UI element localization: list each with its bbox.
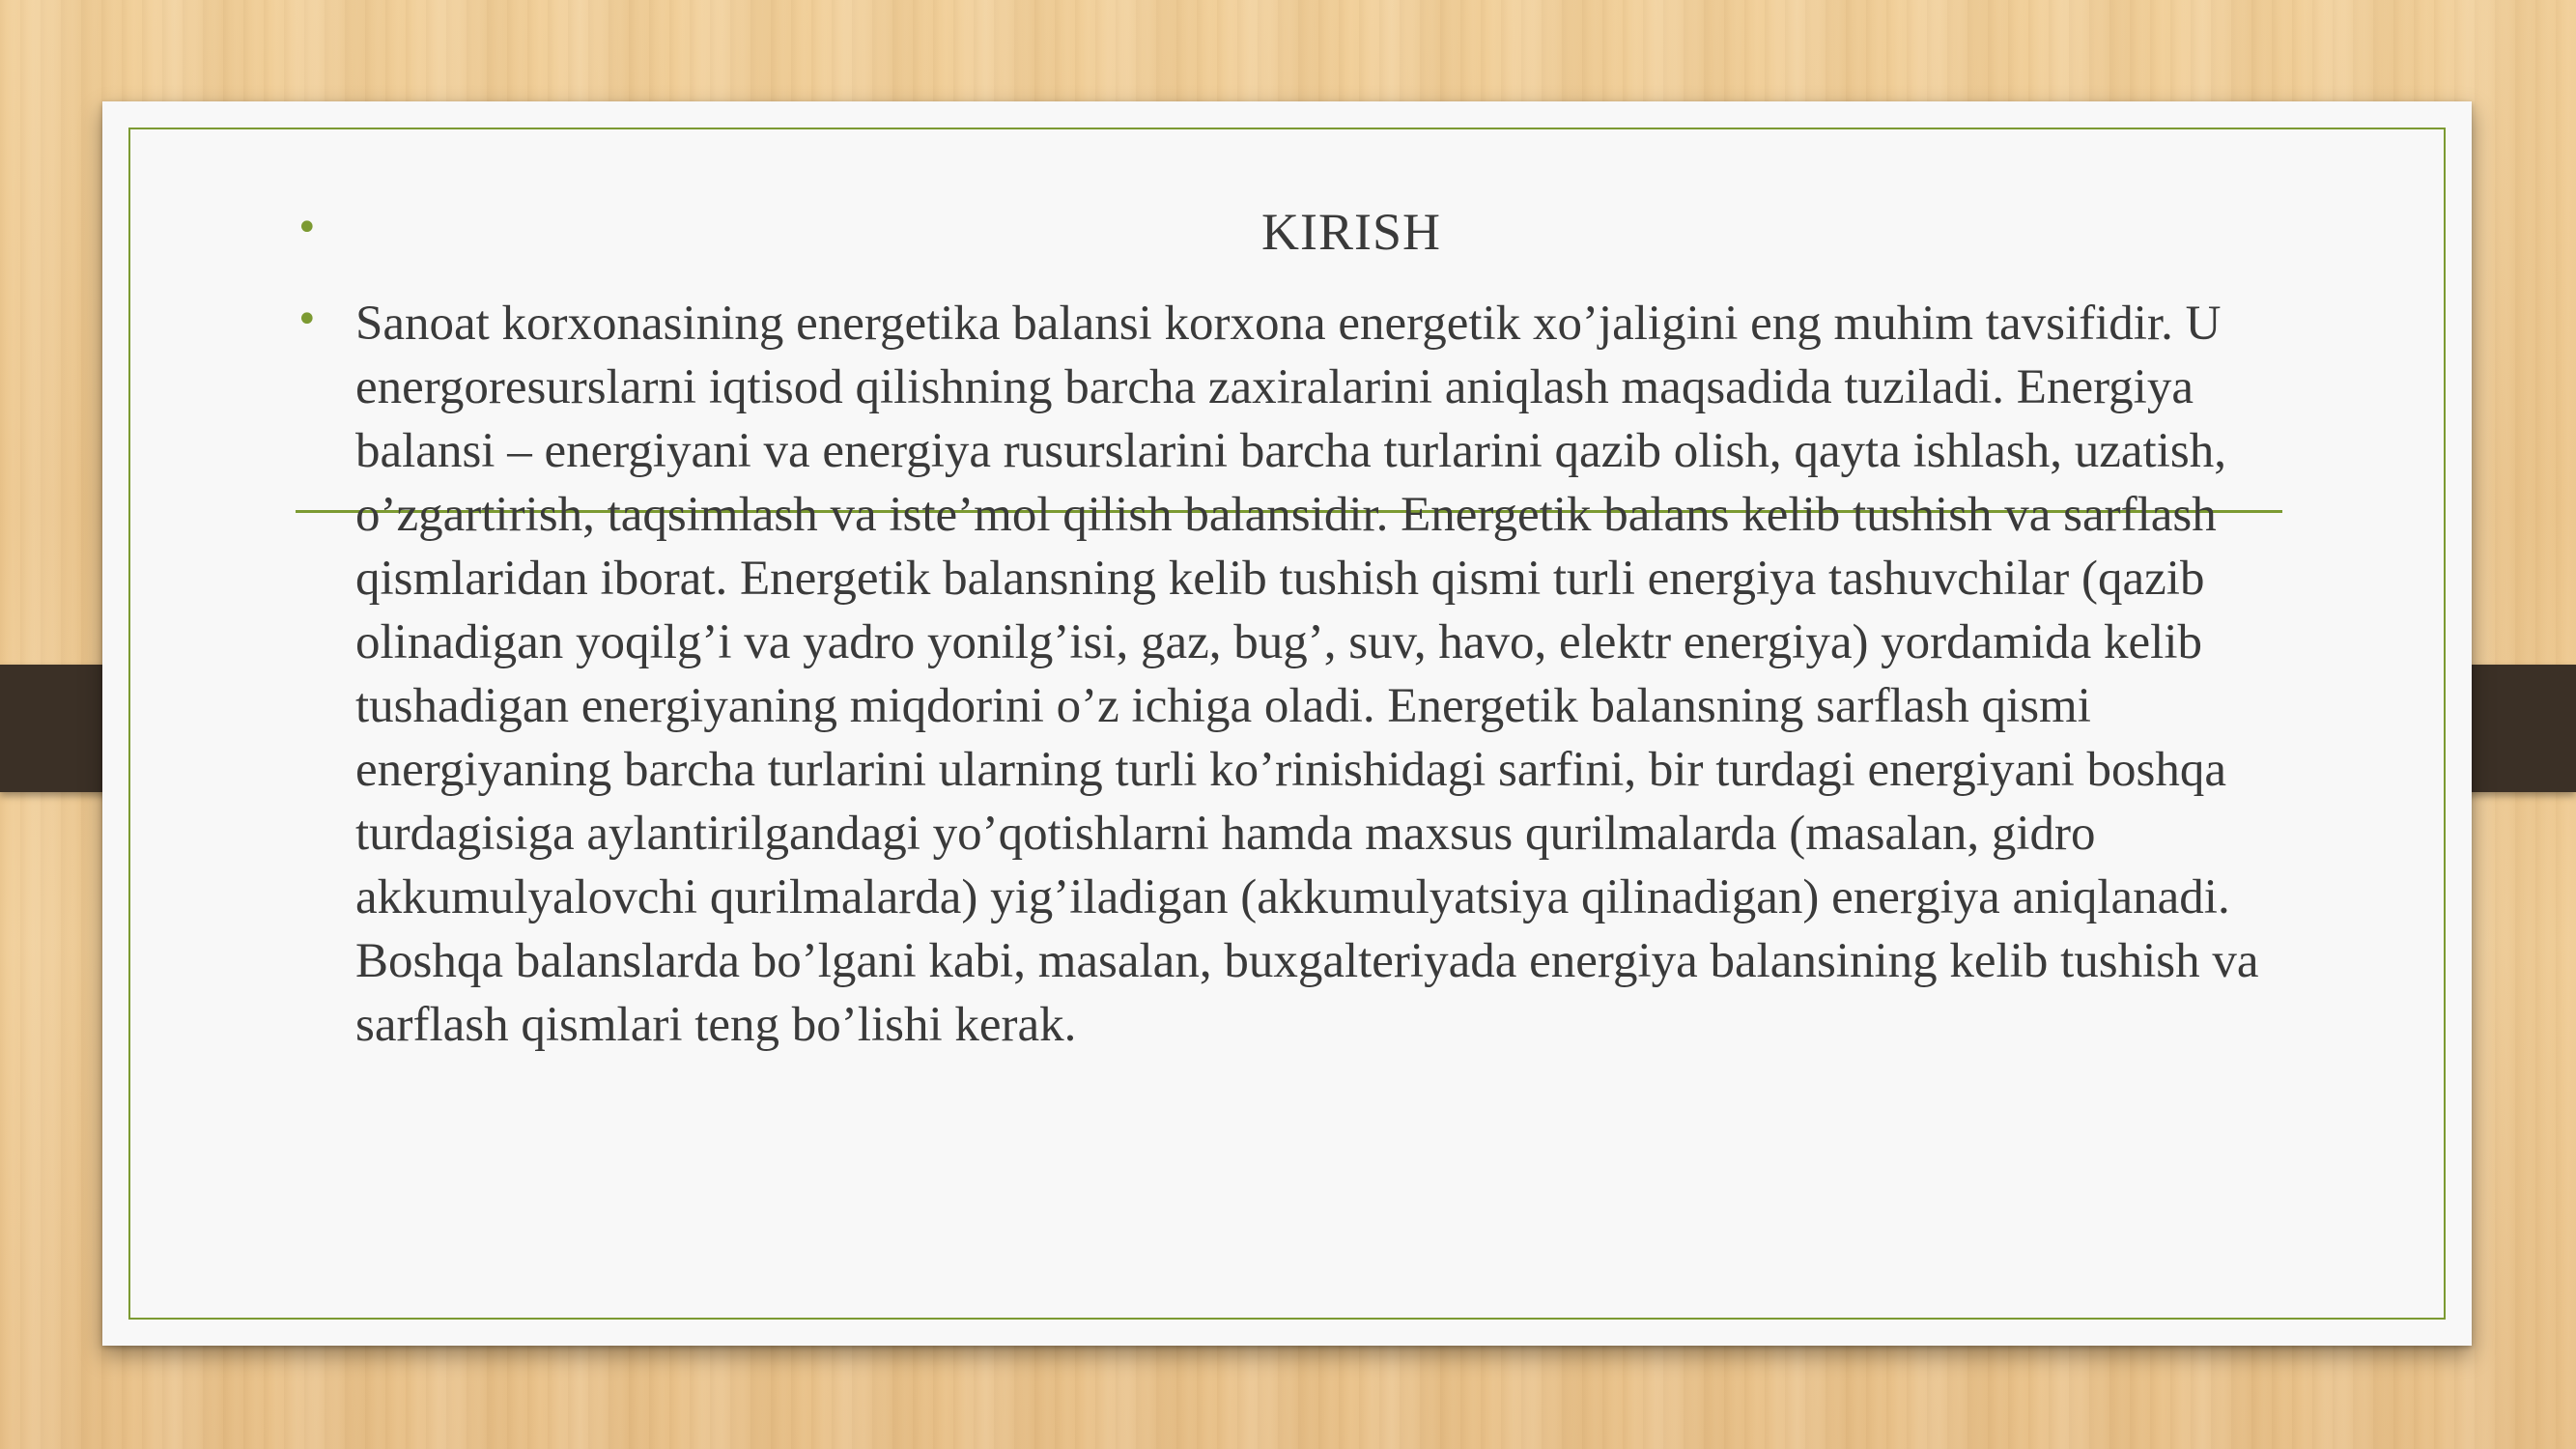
slide-title: KIRISH xyxy=(1261,203,1442,261)
bullet-icon: • xyxy=(296,206,319,250)
slide-panel xyxy=(102,101,2472,1346)
body-paragraph: Sanoat korxonasining energetika balansi korxona energetik xo’jaligini eng muhim tavsifidir. U energoresurslarni iqtisod qilishning barcha zaxiralarini aniqlash maqsadida tuziladi. Energiya balansi – energiyani va energiya rusurslarini barcha turlarini qazib olish, qayta ishlash, uzatish, o’zgartirish, taqsimlash va iste’mol qilish balansidir. Energetik balans kelib tushish va sarflash qismlaridan iborat. Energetik balansning kelib tushish qismi turli energiya tashuvchilar (qazib olinadigan yoqilg’i va yadro yonilg’isi, gaz, bug’, suv, havo, elektr energiya) yordamida kelib tushadigan energiyaning miqdorini o’z ichiga oladi. Energetik balansning sarflash qismi energiyaning barcha turlarini ularning turli ko’rinishidagi sarfini, bir turdagi energiyani boshqa turdagisiga aylantirilgandagi yo’qotishlarni hamda maxsus qurilmalarda (masalan, gidro akkumulyalovchi qurilmalarda) yig’iladigan (akkumulyatsiya qilinadigan) energiya aniqlanadi. Boshqa balanslarda bo’lgani kabi, masalan, buxgalteriyada energiya balansining kelib tushish va sarflash qismlari teng bo’lishi kerak. xyxy=(355,297,2259,1052)
slide-content xyxy=(102,101,2472,1346)
bullet-icon: • xyxy=(296,298,319,342)
title-bullet-item xyxy=(296,198,2382,275)
